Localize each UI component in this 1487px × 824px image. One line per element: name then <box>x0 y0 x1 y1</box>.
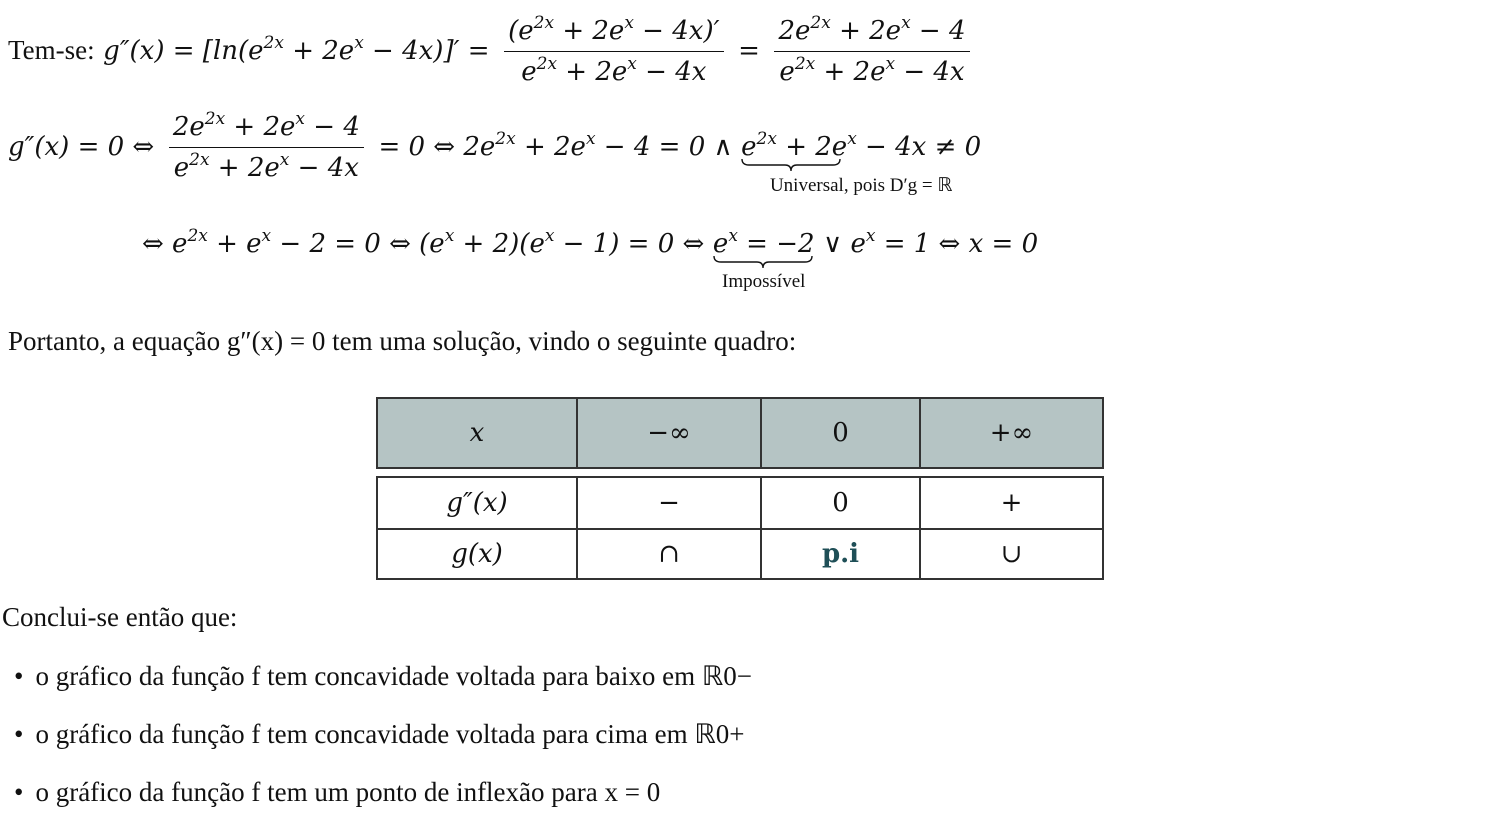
universal-note: Universal, pois D′g = ℝ <box>769 175 953 196</box>
impossible-condition <box>712 225 815 292</box>
bullet-text: o gráfico da função f tem um ponto de inflexão para x = 0 <box>35 777 661 807</box>
fraction-2-denominator: $e^{2x} + 2e^x - 4x$ <box>779 53 965 87</box>
list-item <box>14 708 752 766</box>
equals-sign: = <box>738 36 760 66</box>
derivation-fraction-2 <box>774 14 969 89</box>
equation-continuation-line <box>142 225 1039 292</box>
conclusion-line: Portanto, a equação g″(x) = 0 tem uma solução, vindo o seguinte quadro: <box>8 326 797 356</box>
table-row <box>377 477 1103 529</box>
table-row <box>377 529 1103 579</box>
equation-lhs: g″(x) = 0 ⇔ <box>8 132 155 162</box>
equation-fraction-numerator: $2e^{2x} + 2e^x - 4$ <box>169 110 364 148</box>
universal-condition <box>741 128 982 196</box>
universal-condition-expression: $e^{2x} + 2e^x - 4x \ne 0$ <box>741 128 982 162</box>
impossible-expression: $e^x = -2$ <box>712 225 815 259</box>
table-cell: − <box>577 477 761 529</box>
list-item <box>14 650 752 708</box>
header-cell-zero: 0 <box>761 398 920 468</box>
intro-text: Tem-se: <box>8 35 95 65</box>
continuation-end: ∨ $e^x = 1$ ⇔ x = 0 <box>823 225 1039 259</box>
concave-down-symbol: ∩ <box>577 529 761 579</box>
concave-up-symbol: ∪ <box>920 529 1103 579</box>
concluding-text: Conclui-se então que: <box>2 602 238 632</box>
derivation-lhs: $g''(x) = [\ln(e^{2x} + 2e^x - 4x)]'$ = <box>103 32 490 66</box>
underbrace-icon <box>741 158 841 172</box>
equation-fraction <box>169 110 364 185</box>
inflection-point-label: p.i <box>761 529 920 579</box>
header-cell-plus-infinity: +∞ <box>920 398 1103 468</box>
underbrace-icon <box>713 255 813 269</box>
table-cell: 0 <box>761 477 920 529</box>
fraction-2-numerator: $2e^{2x} + 2e^x - 4$ <box>774 14 969 52</box>
fraction-1-denominator: $e^{2x} + 2e^x - 4x$ <box>521 53 707 87</box>
equation-line <box>8 108 982 196</box>
fraction-1-numerator: $(e^{2x} + 2e^x - 4x)'$ <box>504 14 723 52</box>
bullet-text: o gráfico da função f tem concavidade voltada para baixo em ℝ0− <box>35 661 753 691</box>
list-item <box>14 766 752 824</box>
sign-table-header <box>376 397 1104 469</box>
derivation-fraction-1 <box>504 14 723 89</box>
derivation-line <box>8 14 976 89</box>
equation-middle: = 0 ⇔ $2e^{2x} + 2e^x - 4 = 0$ ∧ <box>378 128 733 162</box>
impossible-note: Impossível <box>722 271 806 292</box>
sign-table-body <box>376 476 1104 580</box>
row-label-function: g(x) <box>377 529 577 579</box>
bullet-text: o gráfico da função f tem concavidade voltada para cima em ℝ0+ <box>35 719 745 749</box>
table-cell: + <box>920 477 1103 529</box>
equation-fraction-denominator: $e^{2x} + 2e^x - 4x$ <box>173 149 359 183</box>
continuation-start: ⇔ $e^{2x} + e^x - 2 = 0$ ⇔ $(e^x + 2)(e^x - 1) = 0$ ⇔ <box>142 225 705 259</box>
row-label-second-derivative: g″(x) <box>377 477 577 529</box>
header-cell-minus-infinity: −∞ <box>577 398 761 468</box>
conclusion-bullet-list <box>14 650 752 824</box>
header-cell-x: x <box>377 398 577 468</box>
